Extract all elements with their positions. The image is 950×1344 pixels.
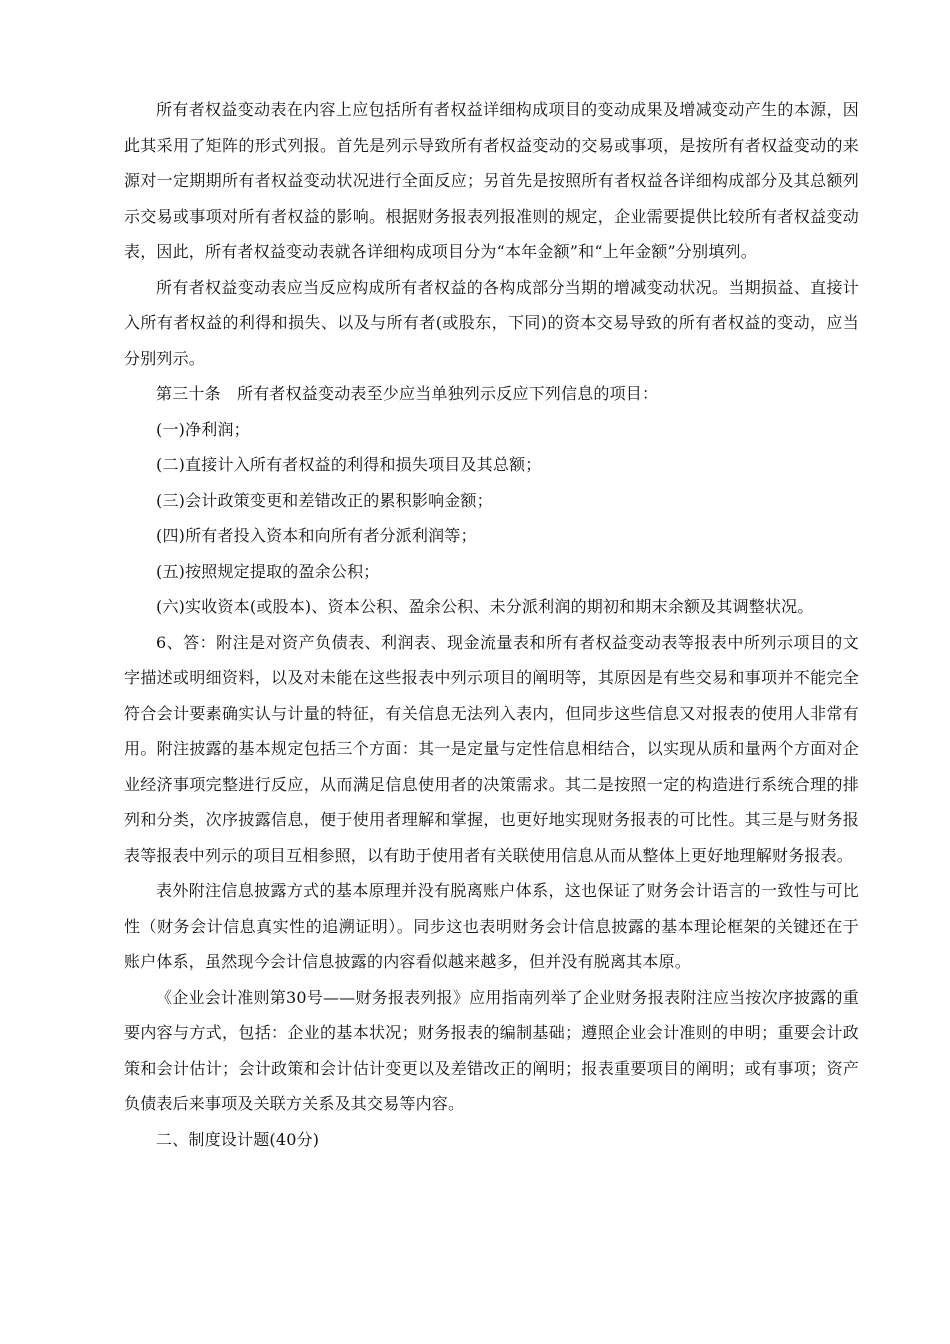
- list-item: (一)净利润；: [156, 419, 250, 439]
- document-page: [124, 92, 859, 1157]
- list-item: (三)会计政策变更和差错改正的累积影响金额；: [156, 490, 493, 510]
- section-heading: 二、制度设计题(40分): [156, 1129, 320, 1149]
- paragraph: 所有者权益变动表在内容上应包括所有者权益详细构成项目的变动成果及增减变动产生的本源，因此其采用了矩阵的形式列报。首先是列示导致所有者权益变动的交易或事项，是按所有者权益变动的来源对一定期期所有者权益变动状况进行全面反应；另首先是按照所有者权益各详细构成部分及其总额列示交易或事项对所有者权益的影响。根据财务报表列报准则的规定，企业需要提供比较所有者权益变动表，因此，所有者权益变动表就各详细构成项目分为“本年金额”和“上年金额”分别填列。: [124, 100, 859, 261]
- answer-paragraph: 6、答：附注是对资产负债表、利润表、现金流量表和所有者权益变动表等报表中所列示项目的文字描述或明细资料，以及对未能在这些报表中列示项目的阐明等，其原因是有些交易和事项并不能完全符合会计要素确实认与计量的特征，有关信息无法列入表内，但同步这些信息又对报表的使用人非常有用。附注披露的基本规定包括三个方面：其一是定量与定性信息相结合，以实现从质和量两个方面对企业经济事项完整进行反应，从而满足信息使用者的决策需求。其二是按照一定的构造进行系统合理的排列和分类，次序披露信息，便于使用者理解和掌握，也更好地实现财务报表的可比性。其三是与财务报表等报表中列示的项目互相参照，以有助于使用者有关联使用信息从而从整体上更好地理解财务报表。: [124, 632, 859, 865]
- list-item: (四)所有者投入资本和向所有者分派利润等；: [156, 526, 477, 545]
- list-item: (五)按照规定提取的盈余公积；: [156, 561, 380, 581]
- article-heading: 第三十条 所有者权益变动表至少应当单独列示反应下列信息的项目：: [156, 384, 659, 403]
- list-item: (六)实收资本(或股本)、资本公积、盈余公积、未分派利润的期初和期末余额及其调整状况。: [156, 597, 814, 616]
- paragraph: 所有者权益变动表应当反应构成所有者权益的各构成部分当期的增减变动状况。当期损益、直接计入所有者权益的利得和损失、以及与所有者(或股东，下同)的资本交易导致的所有者权益的变动，应当分别列示。: [124, 277, 859, 368]
- list-item: (二)直接计入所有者权益的利得和损失项目及其总额；: [156, 455, 542, 474]
- answer-paragraph: 表外附注信息披露方式的基本原理并没有脱离账户体系，这也保证了财务会计语言的一致性与可比性（财务会计信息真实性的追溯证明）。同步这也表明财务会计信息披露的基本理论框架的关键还在于账户体系，虽然现今会计信息披露的内容看似越来越多，但并没有脱离其本原。: [124, 881, 859, 971]
- answer-paragraph: 《企业会计准则第30号——财务报表列报》应用指南列举了企业财务报表附注应当按次序披露的重要内容与方式，包括：企业的基本状况；财务报表的编制基础；遵照企业会计准则的申明；重要会计政策和会计估计；会计政策和会计估计变更以及差错改正的阐明；报表重要项目的阐明；或有事项；资产负债表后来事项及关联方关系及其交易等内容。: [124, 987, 859, 1113]
